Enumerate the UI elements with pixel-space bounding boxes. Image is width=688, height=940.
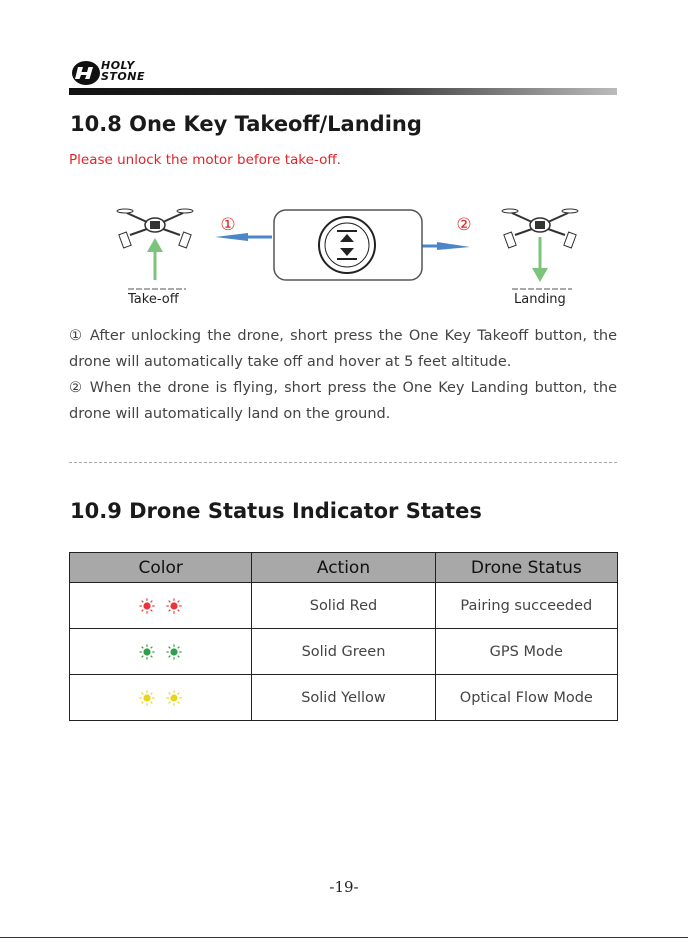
- landing-arrow: [532, 237, 548, 282]
- led-icon: [139, 690, 182, 706]
- led-indicator-cell: [70, 583, 252, 629]
- led-icon: [139, 644, 182, 660]
- section-title: 10.8 One Key Takeoff/Landing: [70, 112, 422, 136]
- led-icon: [139, 598, 182, 614]
- instruction-paragraph: ② When the drone is flying, short press the One Key Landing button, the drone will automatically land on the ground.: [69, 380, 617, 422]
- status-cell: Pairing succeeded: [435, 583, 617, 629]
- column-header: Action: [252, 553, 435, 583]
- action-cell: Solid Yellow: [252, 675, 435, 721]
- status-cell: GPS Mode: [435, 629, 617, 675]
- section-title: 10.9 Drone Status Indicator States: [70, 499, 482, 523]
- action-cell: Solid Red: [252, 583, 435, 629]
- table-row: [70, 583, 618, 629]
- status-cell: Optical Flow Mode: [435, 675, 617, 721]
- led-indicator-cell: [70, 675, 252, 721]
- action-cell: Solid Green: [252, 629, 435, 675]
- section-divider: [69, 462, 617, 463]
- table-row: [70, 629, 618, 675]
- page-number: -19-: [329, 878, 359, 896]
- status-table: [69, 552, 618, 721]
- led-indicator-cell: [70, 629, 252, 675]
- takeoff-landing-diagram: [0, 190, 688, 320]
- header-bar: [69, 88, 617, 95]
- footer-line: [0, 937, 688, 938]
- instruction-paragraph: ① After unlocking the drone, short press the One Key Takeoff button, the drone will automatically take off and hover at 5 feet altitude.: [69, 328, 617, 370]
- brand-wordmark: HOLY STONE: [101, 59, 145, 83]
- landing-label: Landing: [514, 292, 566, 307]
- table-header-row: [70, 553, 618, 583]
- step-1-marker: ①: [220, 215, 236, 235]
- column-header: Color: [70, 553, 252, 583]
- takeoff-arrow: [147, 238, 163, 280]
- column-header: Drone Status: [435, 553, 617, 583]
- table-row: [70, 675, 618, 721]
- takeoff-label: Take-off: [128, 292, 179, 307]
- warning-text: Please unlock the motor before take-off.: [69, 152, 341, 168]
- step-2-marker: ②: [456, 215, 472, 235]
